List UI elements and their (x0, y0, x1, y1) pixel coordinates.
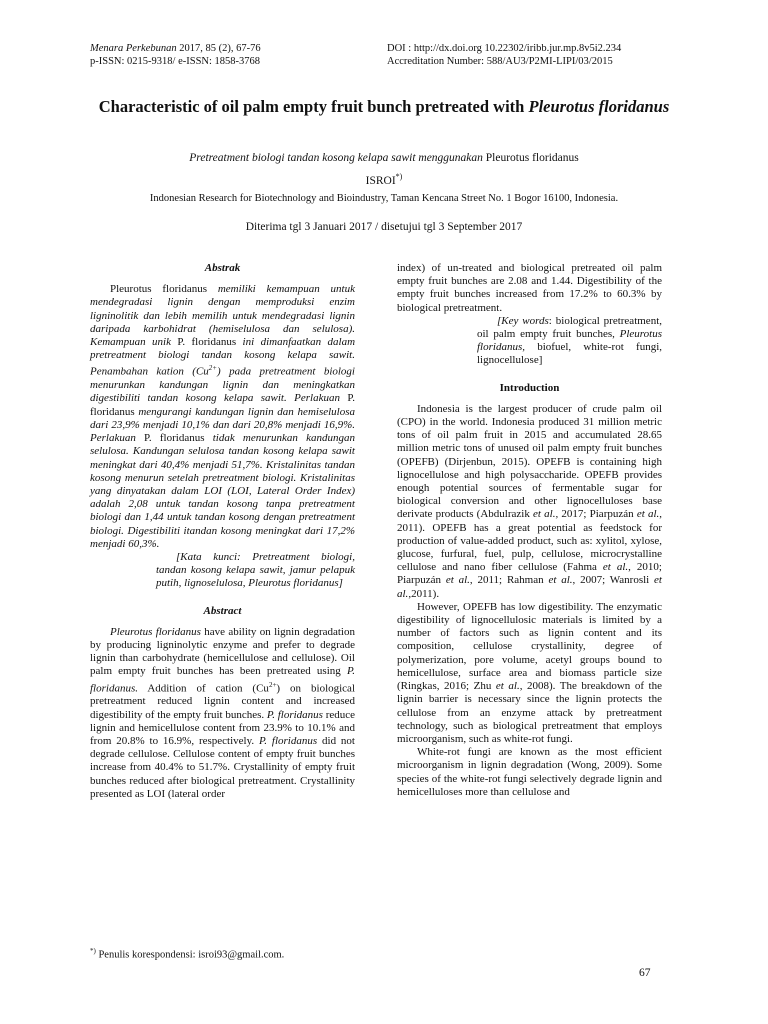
paper-subtitle (80, 152, 688, 164)
intro-p1-etal-6: et al. (397, 574, 662, 600)
intro-p1-etal-5: et al. (548, 574, 573, 587)
abstrak-text-3: ) pada pretreatment biologi menurunkan kandungan lignin dan meningkatkan digestibiliti tandan kosong kelapa sawit. Perlakuan (90, 366, 355, 405)
abstract-species-3: P. floridanus (266, 708, 323, 721)
abstrak-text-2: ini dimanfaatkan dalam pretreatment biologi tandan kosong kelapa sawit. Penambahan kation (Cu (90, 336, 356, 379)
abstract-species: Pleurotus floridanus (110, 625, 201, 638)
journal-citation (90, 43, 261, 56)
title-species: Pleurotus floridanus (528, 97, 670, 116)
journal-ref: 2017, 85 (2), 67-76 (176, 43, 261, 54)
intro-paragraph-2 (397, 601, 662, 746)
intro-p1-etal-2: et al. (636, 508, 660, 521)
key-words-species: Pleurotus floridanus, (477, 328, 662, 354)
journal-header-right (387, 43, 621, 68)
key-words-text-1: : biological pretreatment, oil palm empty fruit bunches, (477, 314, 662, 341)
abstrak-species-4: P. floridanus (144, 432, 205, 445)
issn-line: p-ISSN: 0215-9318/ e-ISSN: 1858-3768 (90, 55, 261, 67)
key-words (397, 315, 662, 368)
footnote (90, 947, 284, 961)
subtitle-text: Pretreatment biologi tandan kosong kelapa sawit menggunakan (189, 152, 486, 164)
affiliation: Indonesian Research for Biotechnology and Bioindustry, Taman Kencana Street No. 1 Bogor 16100, Indonesia. (149, 193, 619, 204)
accreditation-line: Accreditation Number: 588/AU3/P2MI-LIPI/03/2015 (387, 55, 613, 67)
title-main: Characteristic of oil palm empty fruit bunch pretreated with (98, 97, 529, 116)
abstract-text-2: Addition of cation (Cu (137, 682, 269, 695)
doi-line: DOI : http://dx.doi.org 10.22302/iribb.jur.mp.8v5i2.234 (387, 43, 622, 54)
kata-kunci: [Kata kunci: Pretreatment biologi, tandan kosong kelapa sawit, jamur pelapuk putih, lignoselulosa, Pleurotus floridanus] (156, 550, 355, 590)
author-name: ISROI (365, 174, 396, 187)
abstrak-heading: Abstrak (204, 262, 241, 274)
abstract-text-5: did not degrade cellulose. Cellulose content of empty fruit bunches increase from 40.4% to 51.7%. Crystallinity of empty fruit bunches reduced after biological pretreatment. Crystallinity presented as LOI (lateral order (90, 735, 355, 800)
introduction-heading: Introduction (499, 381, 560, 394)
page-number: 67 (639, 967, 651, 979)
footnote-mark: *) (90, 947, 96, 955)
intro-p1-text-e: , 2011). OPEFB has a great potential as feedstock for production of value-added product, such as: xylitol, xylose, glucose, furfural, fuel, pulp, cellulose, microcrystalline cellulose and nano fiber cellulose (Fahma (397, 508, 662, 574)
footnote-text: Penulis korespondensi: isroi93@gmail.com. (95, 949, 285, 961)
intro-p1-etal-3: et al. (602, 561, 629, 574)
abstrak-cation-charge: 2+ (208, 364, 218, 373)
intro-p1-text-c: 2017; Piarpuzán (558, 508, 637, 521)
abstrak-species-3: P. floridanus (90, 392, 355, 418)
author (80, 172, 688, 187)
intro-paragraph-3: White-rot fungi are known as the most efficient microorganism in lignin degradation (Wong, 2009). Some species of the white-rot fungi selectively degrade lignin and hemicelluloses more than cellulose and (397, 746, 662, 798)
left-column (90, 262, 355, 801)
received-accepted-dates: Diterima tgl 3 Januari 2017 / disetujui tgl 3 September 2017 (245, 221, 523, 233)
key-words-label: [Key words (497, 314, 549, 327)
intro-p1-text-i: , 2011; Rahman (469, 574, 549, 587)
abstract-heading: Abstract (203, 604, 242, 617)
intro-p1-text-g: , 2010; Piarpuzán (397, 561, 662, 587)
paper-title (80, 96, 688, 117)
abstract-text-1: have ability on lignin degradation by producing ligninolytic enzyme and prefer to degrade lignin than carbohydrate (hemicellulose and cellulose). Oil palm empty fruit bunches has been pretreated using (90, 625, 355, 678)
journal-name: Menara Perkebunan (90, 43, 177, 54)
abstract-continued: index) of un-treated and biological pretreated oil palm empty fruit bunches are 2.08 and 1.44. Digestibility of the empty fruit bunches increased from 17.2% to 60.3% by biological pretreatment. (397, 262, 662, 314)
abstrak-species-2: P. floridanus (177, 336, 237, 349)
abstract-body (90, 626, 355, 801)
intro-p2-text-c: , 2008). The breakdown of the lignin barrier is necessary since the lignin protects the cellulose from an enzyme attack by pretreatment technology, such as biological pretreatment that employs microorganism, such as white-rot fungi. (397, 680, 662, 745)
abstrak-text-1: memiliki kemampuan untuk mendegradasi lignin dengan memproduksi enzim ligninolitik dan lebih memilih untuk mendegradasi lignin daripada karbohidrat (hemiselulosa dan selulosa). Kemampuan unik (90, 283, 355, 349)
intro-p1-etal-1: et al., (533, 508, 559, 521)
right-column (397, 262, 662, 799)
intro-p1-text-m: ,2011). (408, 587, 440, 600)
abstrak-body (90, 283, 355, 551)
abstrak-species: Pleurotus floridanus (110, 283, 207, 296)
abstract-species-2: P. floridanus. (90, 665, 355, 695)
abstrak-text-5: tidak menurunkan kandungan selulosa. Kandungan selulosa tandan kosong kelapa sawit meningkat dari 40,4% menjadi 51,7%. Kristalinitas tandan kosong menurun setelah pretreatment biologi. Kristalinitas yang dinyatakan dalam LOI (LOI, Lateral Order Index) adalah 2,08 untuk tandan kosong tanpa pretreatment biologi dan 1,44 untuk tandan kosong dengan pretreatment biologi. Digestibiliti itandan kosong meningkat dari 17,2% menjadi 60,3%. (90, 432, 355, 550)
abstract-cation-charge: 2+ (268, 680, 277, 689)
author-mark: *) (395, 172, 403, 181)
intro-p2-etal: et al. (495, 680, 520, 693)
intro-p2-text-a: However, OPEFB has low digestibility. The enzymatic digestibility of lignocellulosic materials is limited by a number of factors such as lignin content and its composition, cellulose crystallinity, degree of polymerization, pore volume, acetyl groups bound to hemicellulose, surface area and biomass particle size (Ringkas, 2016; Zhu (397, 600, 662, 693)
intro-p1-text-k: , 2007; Wanrosli (572, 574, 655, 587)
subtitle-species: Pleurotus floridanus (485, 152, 579, 164)
abstract-text-3: ) on biological pretreatment reduced lignin content and increased digestibility of the empty fruit bunches. (90, 682, 355, 721)
abstrak-text-4: mengurangi kandungan lignin dan hemiselulosa dari 23,9% menjadi 10,1% dan dari 20,8% menjadi 16,9%. Perlakuan (90, 405, 355, 445)
abstract-text-4: reduce lignin and hemicellulose content from 23.9% to 10.1% and from 20.8% to 16.9%, respectively. (90, 708, 356, 748)
intro-p1-text-a: Indonesia is the largest producer of crude palm oil (CPO) in the world. Indonesia produced 31 million metric tons of oil palm fruit in 2015 and accumulated 28.65 million metric tons of unused oil palm empty fruit bunches (OPEFB) (Dirjenbun, 2015). OPEFB is containing high lignocellulose and high polysaccharide. OPEFB provides enough potential sources of fermentable sugar for biological conversion and other lignocelluloses base derivate products (Abdulrazik (397, 402, 662, 521)
abstract-species-4: P. floridanus (259, 735, 318, 748)
intro-p1-etal-4: et al. (445, 574, 470, 587)
key-words-text-2: biofuel, white-rot fungi, lignocellulose] (477, 341, 662, 367)
journal-header-left (90, 43, 261, 68)
intro-paragraph-1 (397, 403, 662, 601)
